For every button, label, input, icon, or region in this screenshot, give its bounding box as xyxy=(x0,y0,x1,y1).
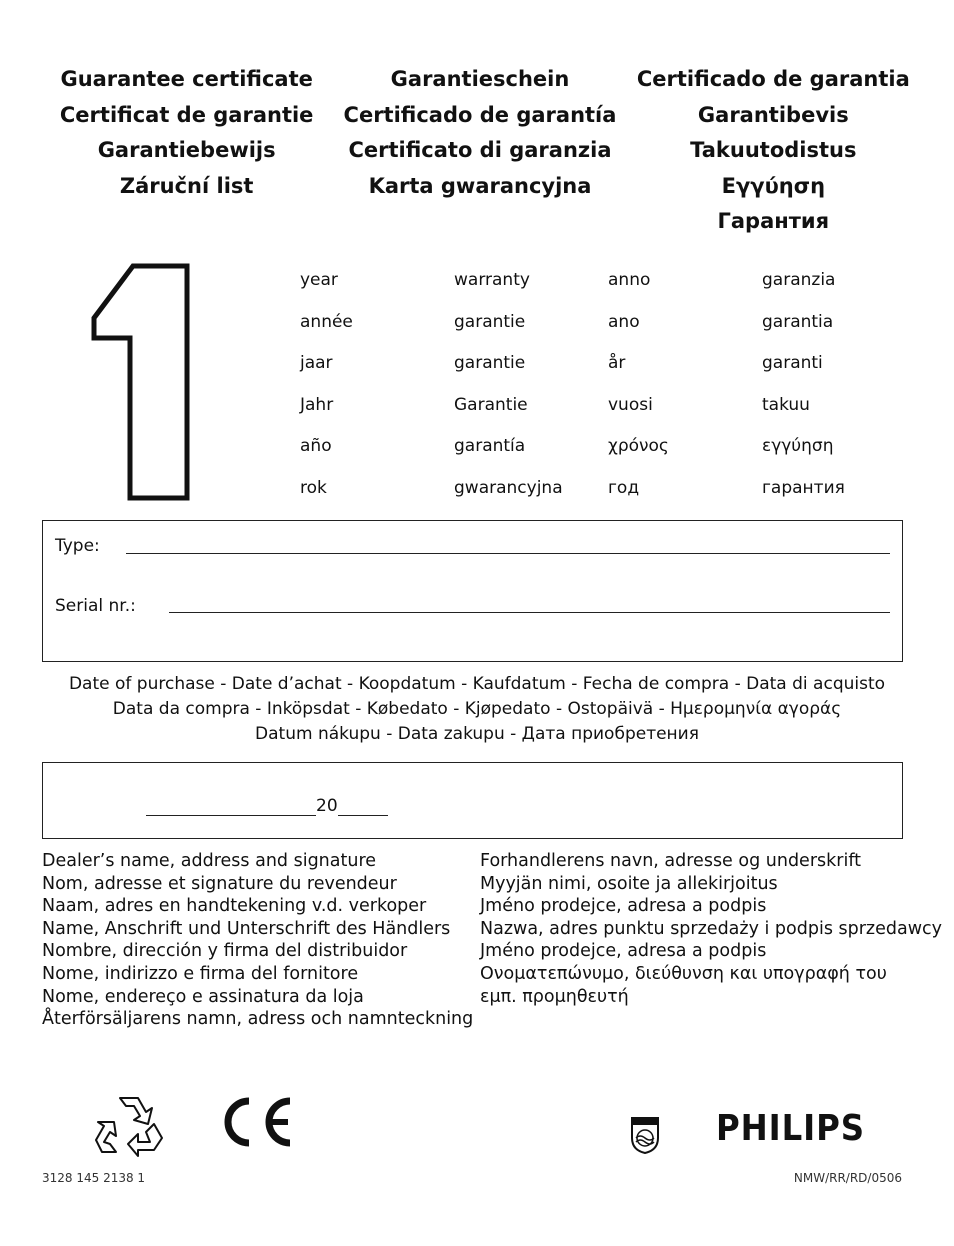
dealer-label: Jméno prodejce, adresa a podpis xyxy=(480,896,767,917)
document-code: 3128 145 2138 1 xyxy=(42,1171,146,1185)
dealer-label: Naam, adres en handtekening v.d. verkoper xyxy=(42,896,427,917)
grid-cell: garantie xyxy=(454,353,526,374)
title: Takuutodistus xyxy=(690,138,857,162)
dealer-label: Återförsäljarens namn, adress och namnteckning xyxy=(42,1009,474,1030)
grid-cell: garanti xyxy=(762,353,823,374)
grid-cell: ano xyxy=(608,311,640,332)
dealer-label: Nombre, dirección y firma del distribuidor xyxy=(42,941,408,962)
title: Εγγύηση xyxy=(721,173,826,198)
grid-cell: vuosi xyxy=(608,394,653,415)
grid-cell: гарантия xyxy=(762,477,845,498)
title: Záruční list xyxy=(119,173,254,198)
year-prefix: 20 xyxy=(316,796,338,816)
title: Karta gwarancyjna xyxy=(368,173,592,198)
grid-cell: garantía xyxy=(454,436,526,457)
title-column-2 xyxy=(333,62,626,240)
dealer-labels-left xyxy=(42,850,473,1031)
grid-cell: år xyxy=(608,353,626,374)
serial-label: Serial nr.: xyxy=(55,596,136,616)
big-number-one xyxy=(82,258,194,504)
grid-cell: εγγύηση xyxy=(762,436,834,457)
dealer-label: Myyjän nimi, osoite ja allekirjoitus xyxy=(480,873,778,894)
dealer-label: Nome, endereço e assinatura da loja xyxy=(42,986,364,1007)
dealer-label: Ονοματεπώνυμο, διεύθυνση και υπογραφή του xyxy=(480,963,887,984)
grid-cell: jaar xyxy=(300,353,333,374)
philips-shield-icon xyxy=(630,1116,660,1154)
date-label-line: Datum nákupu - Data zakupu - Дата приобретения xyxy=(255,724,699,744)
dealer-label: Nazwa, adres punktu sprzedaży i podpis sprzedawcy xyxy=(480,918,942,939)
grid-cell: warranty xyxy=(454,270,530,290)
title: Guarantee certificate xyxy=(60,67,313,91)
serial-input-line[interactable] xyxy=(169,612,890,613)
title: Garantieschein xyxy=(390,67,570,91)
purchase-date-box xyxy=(42,762,903,839)
date-label-line: Date of purchase - Date d’achat - Koopdatum - Kaufdatum - Fecha de compra - Data di acquisto xyxy=(68,674,886,694)
grid-cell: takuu xyxy=(762,394,810,415)
dealer-label: Nome, indirizzo e firma del fornitore xyxy=(42,963,359,984)
type-input-line[interactable] xyxy=(126,553,890,554)
grid-cell: year xyxy=(300,270,338,290)
title: Certificato di garanzia xyxy=(348,138,612,162)
revision-code: NMW/RR/RD/0506 xyxy=(793,1171,902,1185)
grid-cell: χρόνος xyxy=(608,436,669,457)
grid-cell: garantie xyxy=(454,311,526,332)
dealer-label: Name, Anschrift und Unterschrift des Händlers xyxy=(42,918,451,939)
grid-cell: год xyxy=(608,477,640,498)
title-column-3 xyxy=(627,62,920,240)
grid-cell: année xyxy=(300,311,353,332)
title-block xyxy=(40,62,920,240)
date-year-line[interactable] xyxy=(338,797,388,816)
philips-logo: PHILIPS xyxy=(716,1108,866,1149)
dealer-label: εμπ. προμηθευτή xyxy=(480,986,629,1007)
title: Гарантия xyxy=(717,209,830,233)
big-number-text: 1 xyxy=(138,407,140,409)
dealer-label: Jméno prodejce, adresa a podpis xyxy=(480,941,767,962)
grid-cell: garantia xyxy=(762,311,834,332)
product-info-box xyxy=(42,520,903,662)
date-field[interactable] xyxy=(146,796,388,816)
type-label: Type: xyxy=(55,536,100,556)
title: Garantibevis xyxy=(697,102,849,127)
grid-cell: año xyxy=(300,436,332,457)
dealer-label: Forhandlerens navn, adresse og underskrift xyxy=(480,851,862,871)
grid-cell: Jahr xyxy=(300,394,334,415)
grid-cell: garanzia xyxy=(762,270,836,290)
title: Certificado de garantia xyxy=(636,67,910,91)
translation-grid xyxy=(300,265,920,515)
grid-cell: Garantie xyxy=(454,394,528,415)
recycle-icon xyxy=(92,1092,166,1160)
grid-cell: rok xyxy=(300,477,327,498)
title-column-1 xyxy=(40,62,333,240)
title: Garantiebewijs xyxy=(97,138,276,162)
title: Certificat de garantie xyxy=(59,102,314,127)
dealer-label: Nom, adresse et signature du revendeur xyxy=(42,873,397,894)
grid-cell: gwarancyjna xyxy=(454,477,563,498)
date-day-month-line[interactable] xyxy=(146,797,316,816)
title: Certificado de garantía xyxy=(343,102,617,127)
grid-cell: anno xyxy=(608,270,651,290)
dealer-label: Dealer’s name, address and signature xyxy=(42,851,377,871)
ce-mark-icon xyxy=(220,1095,296,1149)
purchase-date-labels xyxy=(0,672,954,747)
dealer-labels-right xyxy=(480,850,942,1008)
date-label-line: Data da compra - Inköpsdat - Købedato - Kjøpedato - Ostopäivä - Ημερομηνία αγοράς xyxy=(112,699,842,719)
